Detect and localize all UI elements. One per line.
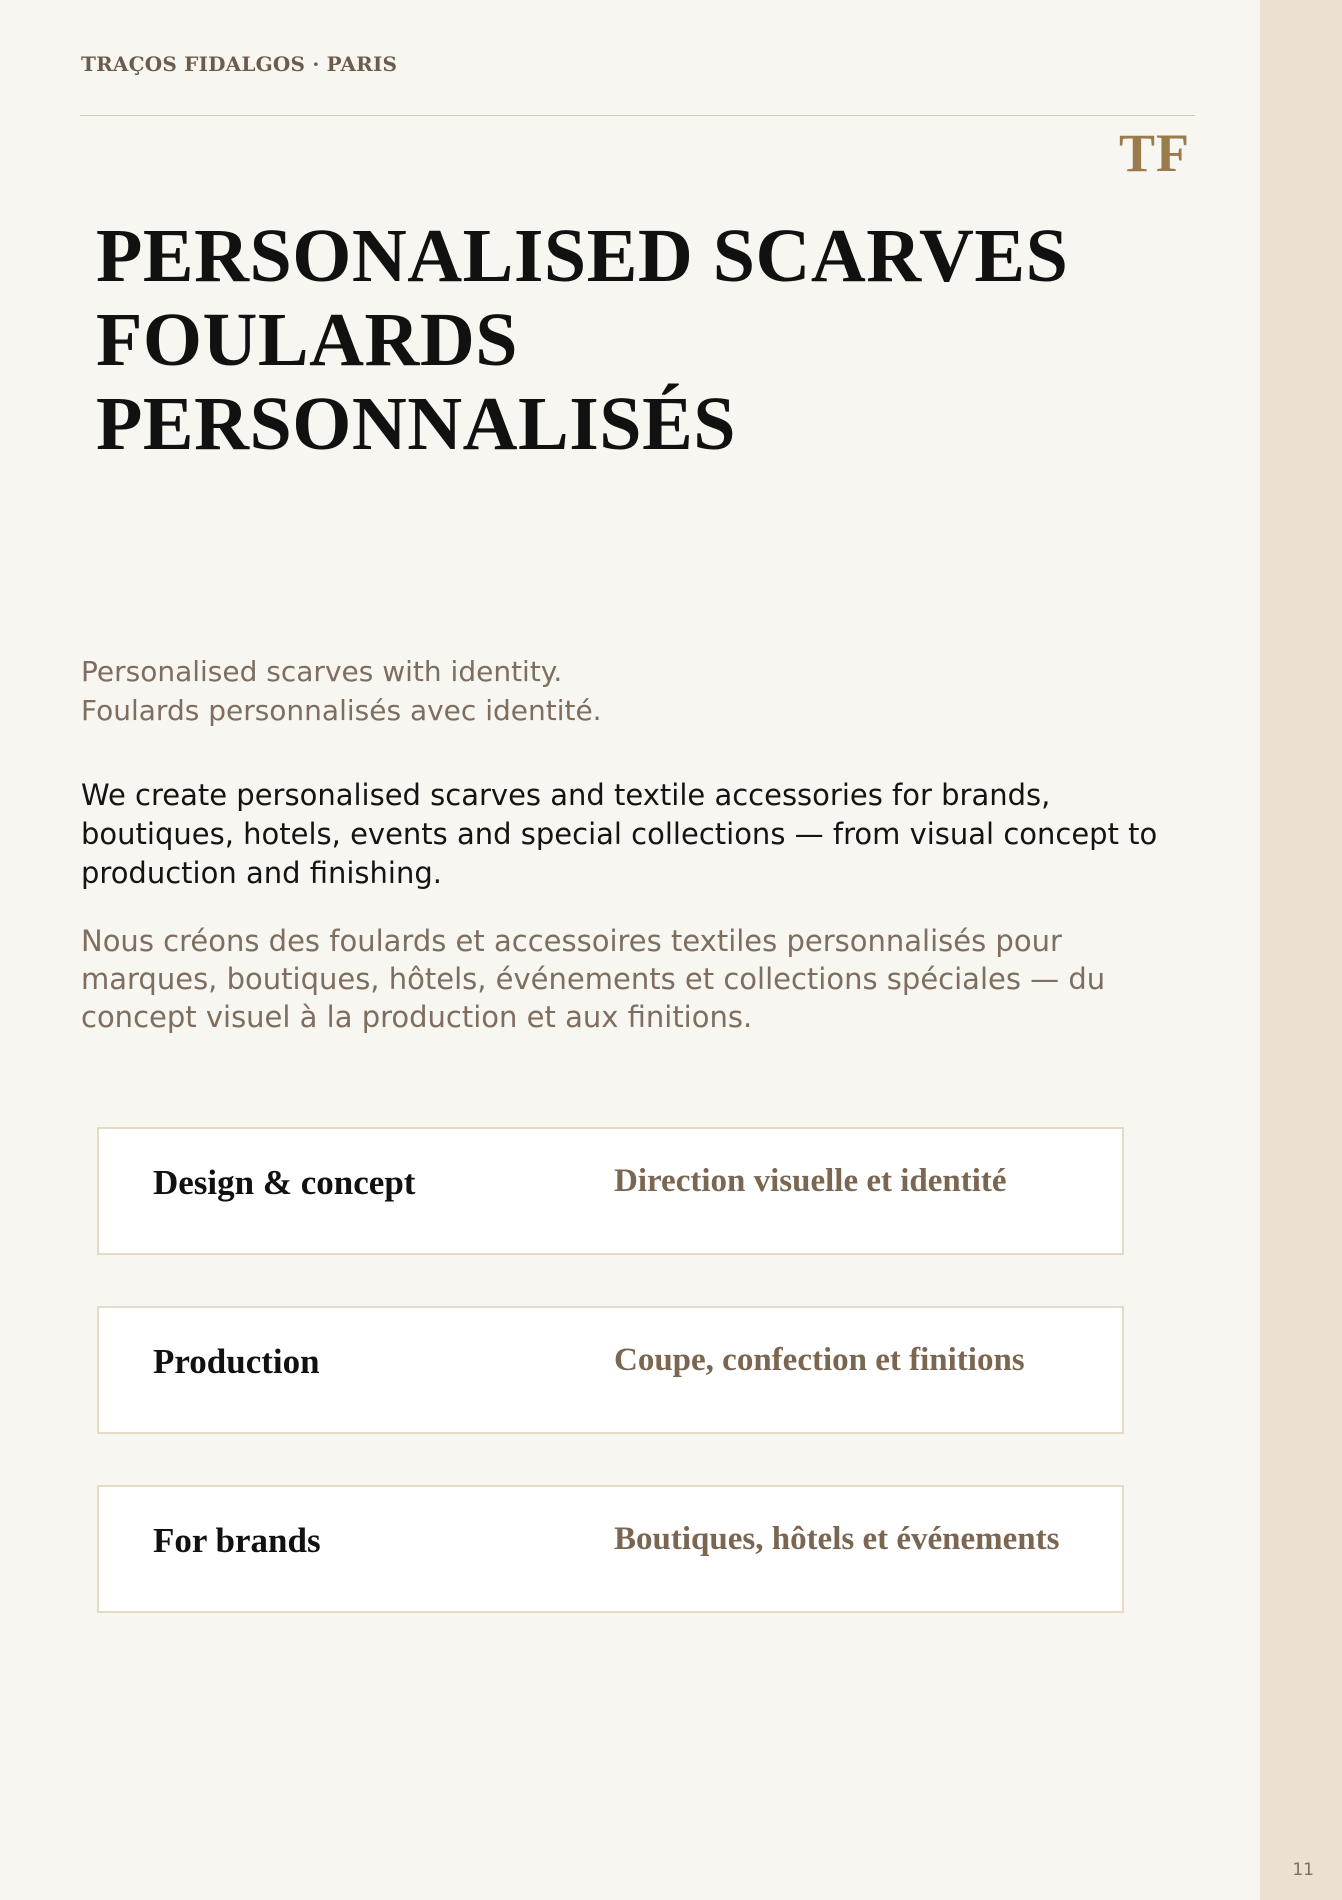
feature-card-production bbox=[97, 1306, 1124, 1434]
side-band bbox=[1260, 0, 1342, 1900]
title-line-fr-2: PERSONNALISÉS bbox=[96, 382, 737, 466]
feature-title: Design & concept bbox=[153, 1163, 416, 1202]
title-line-fr-1: FOULARDS bbox=[96, 298, 519, 382]
feature-card-brands bbox=[97, 1485, 1124, 1613]
feature-title: For brands bbox=[153, 1521, 321, 1560]
page-title bbox=[96, 214, 1068, 466]
body-text-fr: Nous créons des foulards et accessoires textiles personnalisés pour marques, boutiques, hôtels, événements et collections spéciales — du concept visuel à la production et aux finitions. bbox=[81, 924, 1106, 1034]
feature-description: Direction visuelle et identité bbox=[614, 1163, 1007, 1199]
tagline bbox=[81, 652, 602, 730]
title-line-en: PERSONALISED SCARVES bbox=[96, 214, 1069, 298]
body-text-en: We create personalised scarves and textile accessories for brands, boutiques, hotels, events and special collections — from visual concept to production and finishing. bbox=[81, 778, 1158, 890]
tagline-fr: Foulards personnalisés avec identité. bbox=[81, 694, 602, 727]
feature-card-design bbox=[97, 1127, 1124, 1255]
feature-title: Production bbox=[153, 1342, 320, 1381]
tagline-en: Personalised scarves with identity. bbox=[81, 655, 563, 688]
feature-description: Boutiques, hôtels et événements bbox=[614, 1521, 1060, 1557]
page-number: 11 bbox=[1292, 1860, 1314, 1880]
feature-description: Coupe, confection et finitions bbox=[614, 1342, 1025, 1378]
brand-header: TRAÇOS FIDALGOS · PARIS bbox=[81, 52, 398, 76]
brand-monogram: TF bbox=[1118, 123, 1190, 183]
header-divider bbox=[80, 115, 1195, 116]
